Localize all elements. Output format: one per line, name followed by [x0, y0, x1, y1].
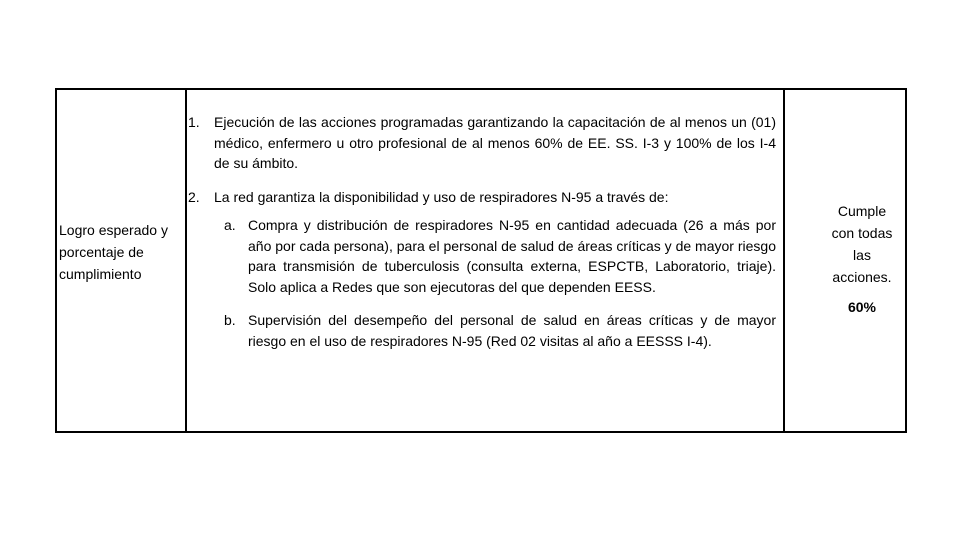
sub-item-text: Supervisión del desempeño del personal de salud en áreas críticas y de mayor riesgo en el uso de respiradores N-95 (Red 02 visitas al año a EESSS I-4). — [248, 312, 776, 349]
list-item — [188, 112, 776, 174]
list-item — [188, 187, 776, 352]
sub-item-letter: b. — [224, 312, 236, 328]
column-divider-left — [185, 90, 187, 431]
sub-list-item — [224, 310, 776, 351]
sub-item-letter: a. — [224, 217, 236, 233]
sub-list — [188, 215, 776, 351]
compliance-percent: 60% — [847, 299, 877, 315]
item-number: 2. — [188, 188, 200, 205]
status-line: las — [853, 247, 871, 263]
status-line: con todas — [831, 225, 893, 241]
sub-item-text: Compra y distribución de respiradores N-95 en cantidad adecuada (26 a más por año por cada persona), para el personal de salud de áreas críticas y de mayor riesgo para transmisión de tuberculosis (consulta externa, ESPCTB, Laboratorio, triaje). Solo aplica a Redes que son ejecutoras del que dependen EESS. — [248, 217, 776, 295]
item-number: 1. — [188, 114, 200, 130]
status-line: acciones. — [832, 269, 892, 285]
item-text: Ejecución de las acciones programadas garantizando la capacitación de al menos un (01) médico, enfermero u otro profesional de al menos 60% de EE. SS. I-3 y 100% de los I-4 de su ámbito. — [214, 114, 776, 171]
compliance-column — [812, 200, 912, 318]
item-text: La red garantiza la disponibilidad y uso de respiradores N-95 a través de: — [214, 188, 669, 205]
status-line: Cumple — [837, 203, 887, 219]
column-divider-right — [783, 90, 785, 431]
sub-list-item — [224, 215, 776, 297]
actions-list — [188, 112, 776, 351]
expected-achievement-label: Logro esperado y porcentaje de cumplimiento — [59, 222, 168, 282]
compliance-status — [812, 200, 912, 288]
